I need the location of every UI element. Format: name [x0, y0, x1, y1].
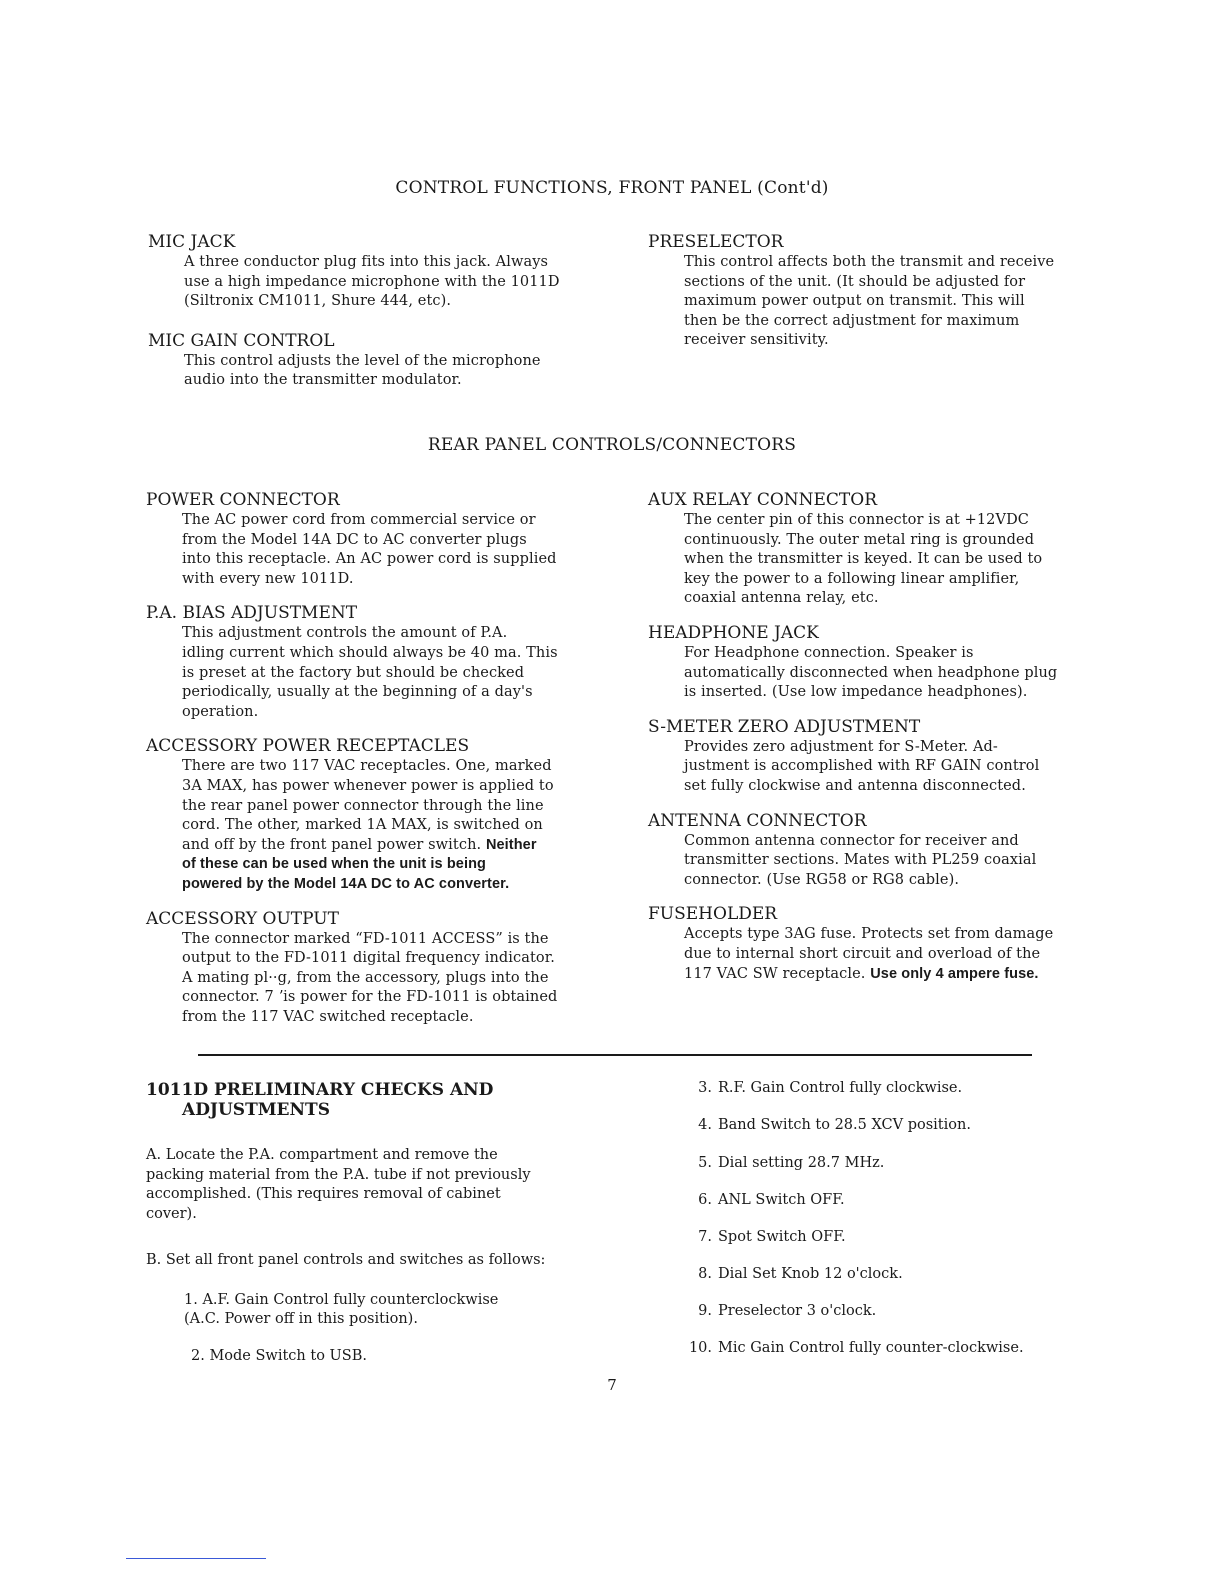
body-line: Provides zero adjustment for S-Meter. Ad-	[684, 738, 998, 755]
body-line: justment is accomplished with RF GAIN control	[684, 758, 1040, 775]
body-line: maximum power output on transmit. This will	[684, 293, 1025, 310]
step-number: 5.	[698, 1155, 712, 1171]
body-line: Common antenna connector for receiver and	[684, 832, 1019, 849]
body-line: into this receptacle. An AC power cord is supplied	[182, 551, 557, 568]
body-line: The center pin of this connector is at +12VDC	[684, 512, 1030, 528]
para-line: A. Locate the P.A. compartment and remove the	[146, 1147, 498, 1163]
prelim-title	[146, 1080, 578, 1120]
body-line: is preset at the factory but should be checked	[182, 664, 525, 681]
body-line: output to the FD-1011 digital frequency indicator.	[182, 950, 555, 967]
body-line: the rear panel power connector through the line	[182, 797, 544, 814]
step-7	[692, 1229, 846, 1245]
body-line: (Siltronix CM1011, Shure 444, etc).	[184, 293, 452, 310]
section-body	[684, 511, 1080, 609]
step-number: 4.	[698, 1117, 712, 1133]
step-number: 8.	[698, 1266, 712, 1282]
footnote-rule	[126, 1558, 266, 1559]
step-number: 10.	[688, 1340, 712, 1356]
section-body	[182, 624, 578, 722]
body-line: This adjustment controls the amount of P.A.	[182, 625, 508, 642]
accessory-power-section	[146, 736, 578, 894]
step-text: Dial Set Knob 12 o'clock.	[718, 1266, 903, 1282]
section-title: P.A. BIAS ADJUSTMENT	[146, 603, 358, 624]
step-4	[692, 1117, 971, 1133]
step-text: R.F. Gain Control fully clockwise.	[718, 1080, 963, 1096]
step-6	[692, 1192, 845, 1208]
step-8	[692, 1266, 903, 1282]
step-2: 2. Mode Switch to USB.	[191, 1347, 367, 1364]
body-line: For Headphone connection. Speaker is	[684, 644, 974, 661]
prelim-title-line: ADJUSTMENTS	[182, 1100, 330, 1120]
body-line	[684, 965, 1080, 985]
step-9	[692, 1303, 876, 1319]
warning-line: of these can be used when the unit is being	[182, 856, 487, 873]
step-text: Preselector 3 o'clock.	[718, 1303, 877, 1319]
body-text: 117 VAC SW receptacle.	[684, 965, 866, 982]
body-line: The connector marked “FD-1011 ACCESS” is the	[182, 930, 549, 947]
body-line: connector. (Use RG58 or RG8 cable).	[684, 871, 960, 888]
body-line: transmitter sections. Mates with PL259 coaxial	[684, 852, 1037, 869]
rear-right-column	[648, 490, 1080, 998]
body-line: with every new 1011D.	[182, 570, 354, 587]
body-line	[182, 836, 578, 856]
step-line: (A.C. Power off in this position).	[184, 1310, 418, 1327]
body-line: Accepts type 3AG fuse. Protects set from damage	[684, 926, 1054, 943]
section-title: S-METER ZERO ADJUSTMENT	[648, 716, 921, 737]
rear-panel-heading: REAR PANEL CONTROLS/CONNECTORS	[427, 435, 797, 455]
body-line: continuously. The outer metal ring is grounded	[684, 531, 1035, 548]
body-line: sections of the unit. (It should be adjusted for	[684, 273, 1026, 290]
para-line: accomplished. (This requires removal of cabinet	[146, 1186, 501, 1202]
body-line: then be the correct adjustment for maximum	[684, 312, 1020, 329]
section-body	[684, 644, 1080, 703]
step-number: 3.	[698, 1080, 712, 1096]
body-line: use a high impedance microphone with the 1011D	[184, 273, 560, 290]
body-line: from the Model 14A DC to AC converter plugs	[182, 531, 527, 548]
body-line: set fully clockwise and antenna disconnected.	[684, 777, 1026, 794]
step-text: Spot Switch OFF.	[718, 1229, 846, 1245]
warning-line: powered by the Model 14A DC to AC converter.	[182, 875, 510, 892]
page-number: 7	[607, 1376, 617, 1394]
pa-bias-section	[146, 603, 578, 722]
section-divider	[198, 1054, 1032, 1056]
body-line: The AC power cord from commercial service or	[182, 512, 536, 528]
step-text: ANL Switch OFF.	[718, 1192, 845, 1208]
step-number: 7.	[698, 1229, 712, 1245]
section-title: ANTENNA CONNECTOR	[648, 810, 867, 831]
step-3	[692, 1080, 962, 1096]
power-connector-section	[146, 490, 578, 589]
body-line: when the transmitter is keyed. It can be used to	[684, 551, 1043, 568]
section-title: ACCESSORY OUTPUT	[146, 908, 339, 929]
body-line: A mating pl··g, from the accessory, plugs into the	[182, 969, 549, 986]
section-title: PRESELECTOR	[648, 232, 784, 252]
step-text: Dial setting 28.7 MHz.	[718, 1155, 885, 1171]
body-line: key the power to a following linear amplifier,	[684, 570, 1020, 587]
step-10	[684, 1340, 1024, 1356]
body-line: This control adjusts the level of the microphone	[184, 352, 541, 369]
body-line: idling current which should always be 40 ma. This	[182, 644, 558, 661]
section-body	[184, 253, 580, 312]
step-text: Mic Gain Control fully counter-clockwise.	[718, 1340, 1024, 1356]
mic-jack-section	[148, 232, 580, 312]
section-body	[182, 757, 578, 894]
fuseholder-section	[648, 904, 1080, 984]
section-body	[182, 511, 578, 589]
accessory-output-section	[146, 909, 578, 1028]
body-line: 3A MAX, has power whenever power is applied to	[182, 777, 554, 794]
section-title: HEADPHONE JACK	[648, 622, 819, 643]
body-line: This control affects both the transmit and receive	[684, 254, 1055, 270]
body-line: automatically disconnected when headphone plug	[684, 664, 1058, 681]
section-title: POWER CONNECTOR	[146, 490, 340, 510]
step-1	[184, 1291, 578, 1329]
body-line: periodically, usually at the beginning of a day's	[182, 684, 533, 701]
prelim-left-column	[146, 1080, 578, 1366]
mic-gain-section	[148, 331, 580, 391]
section-body	[684, 738, 1080, 797]
front-right-column	[648, 232, 1080, 365]
body-line: A three conductor plug fits into this jack. Always	[184, 254, 549, 270]
para-line: packing material from the P.A. tube if not previously	[146, 1166, 531, 1183]
section-title: AUX RELAY CONNECTOR	[648, 490, 878, 510]
body-line: due to internal short circuit and overload of the	[684, 945, 1041, 962]
step-line: 1. A.F. Gain Control fully counterclockwise	[184, 1291, 499, 1308]
body-line: There are two 117 VAC receptacles. One, marked	[182, 758, 552, 775]
step-number: 9.	[698, 1303, 712, 1319]
body-line: connector. 7 ʼis power for the FD-1011 is obtained	[182, 989, 558, 1006]
paragraph-a	[146, 1146, 578, 1224]
body-line: from the 117 VAC switched receptacle.	[182, 1008, 474, 1025]
body-line: coaxial antenna relay, etc.	[684, 590, 879, 607]
section-body	[184, 352, 580, 391]
section-body	[684, 832, 1080, 891]
prelim-title-line: 1011D PRELIMINARY CHECKS AND	[146, 1080, 494, 1100]
step-number: 6.	[698, 1192, 712, 1208]
section-body	[182, 930, 578, 1028]
warning-text: Neither	[485, 836, 537, 853]
body-line: operation.	[182, 703, 259, 720]
front-panel-heading: CONTROL FUNCTIONS, FRONT PANEL (Cont'd)	[395, 178, 829, 198]
body-line: cord. The other, marked 1A MAX, is switched on	[182, 817, 543, 834]
s-meter-zero-section	[648, 717, 1080, 797]
body-line: audio into the transmitter modulator.	[184, 372, 462, 389]
step-text: Band Switch to 28.5 XCV position.	[718, 1117, 971, 1133]
antenna-connector-section	[648, 811, 1080, 891]
section-body	[684, 253, 1080, 351]
paragraph-b: B. Set all front panel controls and switches as follows:	[146, 1252, 546, 1268]
front-left-column	[148, 232, 580, 405]
step-5	[692, 1155, 884, 1171]
section-body	[684, 925, 1080, 984]
section-title: MIC GAIN CONTROL	[148, 330, 335, 351]
body-line: receiver sensitivity.	[684, 332, 829, 349]
aux-relay-section	[648, 490, 1080, 609]
preselector-section	[648, 232, 1080, 351]
fuse-warning: Use only 4 ampere fuse.	[870, 965, 1039, 982]
headphone-jack-section	[648, 623, 1080, 703]
section-title: MIC JACK	[148, 232, 236, 252]
para-line: cover).	[146, 1205, 197, 1222]
section-title: ACCESSORY POWER RECEPTACLES	[146, 736, 470, 757]
rear-left-column	[146, 490, 578, 1041]
section-title: FUSEHOLDER	[648, 904, 778, 925]
body-text: and off by the front panel power switch.	[182, 836, 482, 853]
body-line: is inserted. (Use low impedance headphones).	[684, 684, 1028, 701]
